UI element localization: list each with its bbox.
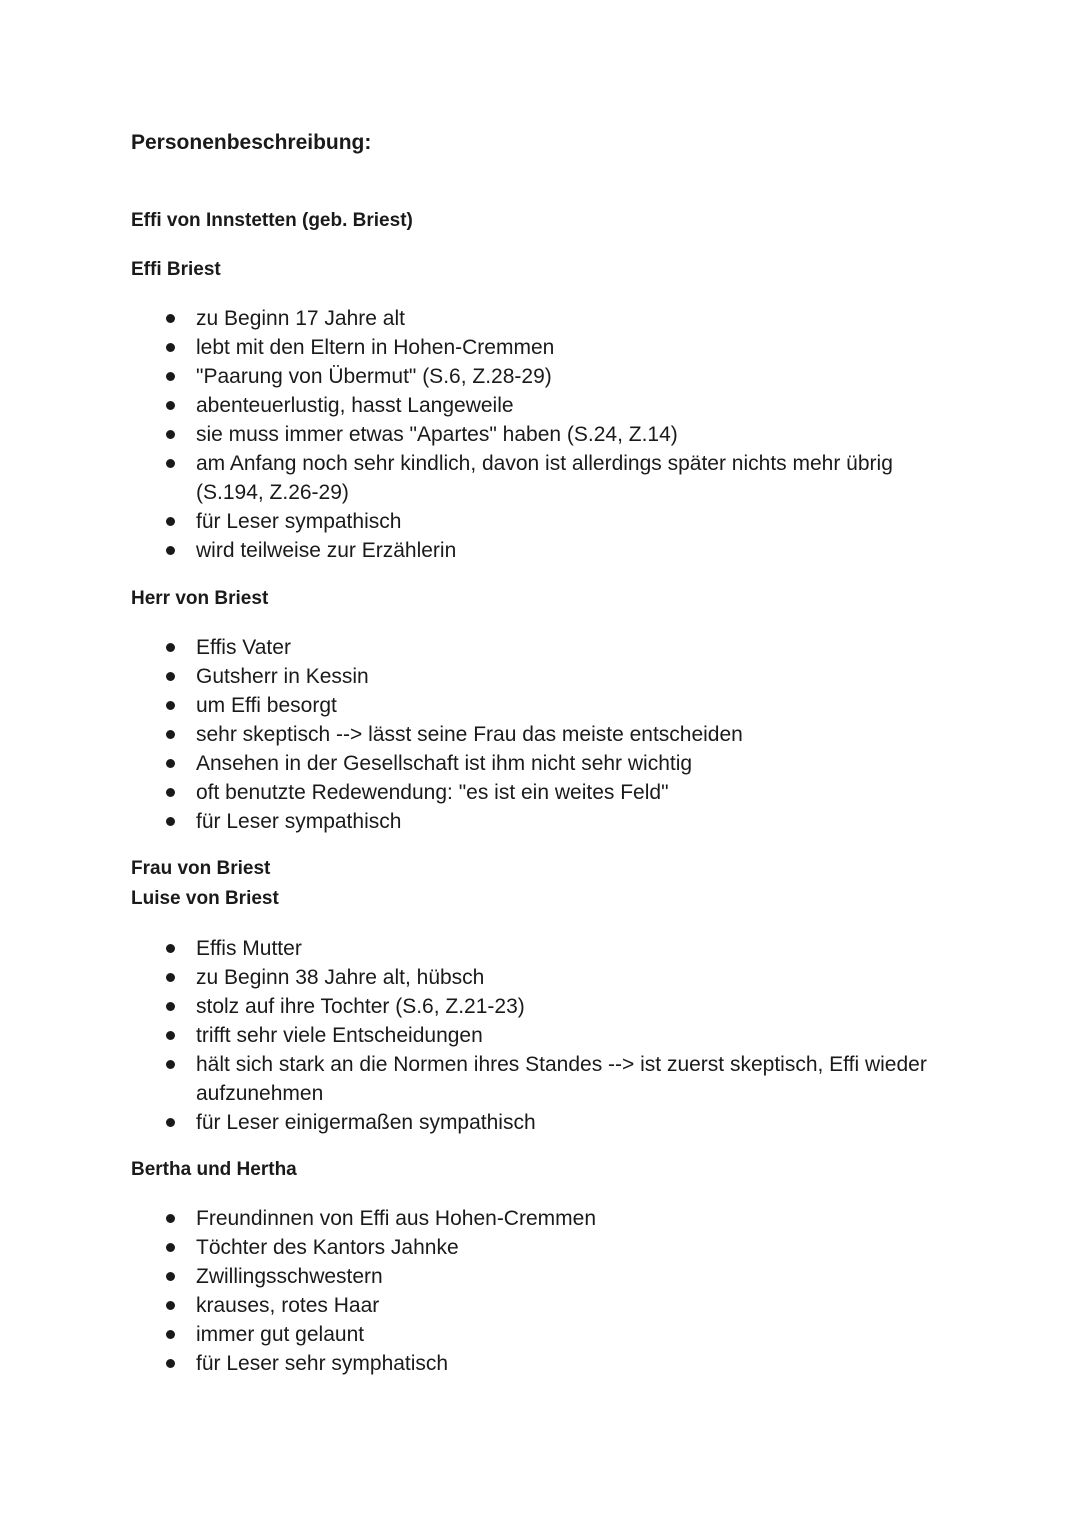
bullet-list-effi [196,304,956,565]
list-item: Effis Vater [196,633,956,662]
list-item: sie muss immer etwas "Apartes" haben (S.24, Z.14) [196,420,956,449]
list-item: für Leser einigermaßen sympathisch [196,1108,956,1137]
bullet-list-frau-von-briest [196,934,956,1137]
section-heading-luise-von-briest: Luise von Briest [131,888,279,909]
list-item: "Paarung von Übermut" (S.6, Z.28-29) [196,362,956,391]
section-heading-bertha-und-hertha: Bertha und Hertha [131,1159,297,1180]
list-item: Freundinnen von Effi aus Hohen-Cremmen [196,1204,956,1233]
section-heading-effi-briest: Effi Briest [131,259,221,280]
list-item: trifft sehr viele Entscheidungen [196,1021,956,1050]
list-item: stolz auf ihre Tochter (S.6, Z.21-23) [196,992,956,1021]
section-heading-frau-von-briest: Frau von Briest [131,858,271,879]
page-title: Personenbeschreibung: [131,131,372,154]
section-heading-herr-von-briest: Herr von Briest [131,588,269,609]
list-item: sehr skeptisch --> lässt seine Frau das meiste entscheiden [196,720,956,749]
list-item: oft benutzte Redewendung: "es ist ein weites Feld" [196,778,956,807]
list-item: Gutsherr in Kessin [196,662,956,691]
bullet-list-herr-von-briest [196,633,956,836]
list-item: lebt mit den Eltern in Hohen-Cremmen [196,333,956,362]
list-item: Zwillingsschwestern [196,1262,956,1291]
list-item: um Effi besorgt [196,691,956,720]
list-item: abenteuerlustig, hasst Langeweile [196,391,956,420]
list-item: für Leser sympathisch [196,507,956,536]
list-item: am Anfang noch sehr kindlich, davon ist allerdings später nichts mehr übrig (S.194, Z.26-29) [196,449,956,507]
list-item: für Leser sehr symphatisch [196,1349,956,1378]
list-item: Töchter des Kantors Jahnke [196,1233,956,1262]
list-item: hält sich stark an die Normen ihres Standes --> ist zuerst skeptisch, Effi wieder aufzunehmen [196,1050,956,1108]
list-item: Effis Mutter [196,934,956,963]
list-item: Ansehen in der Gesellschaft ist ihm nicht sehr wichtig [196,749,956,778]
list-item: immer gut gelaunt [196,1320,956,1349]
section-heading-effi-innstetten: Effi von Innstetten (geb. Briest) [131,210,413,231]
list-item: für Leser sympathisch [196,807,956,836]
list-item: krauses, rotes Haar [196,1291,956,1320]
list-item: zu Beginn 38 Jahre alt, hübsch [196,963,956,992]
list-item: zu Beginn 17 Jahre alt [196,304,956,333]
bullet-list-bertha-und-hertha [196,1204,956,1378]
list-item: wird teilweise zur Erzählerin [196,536,956,565]
